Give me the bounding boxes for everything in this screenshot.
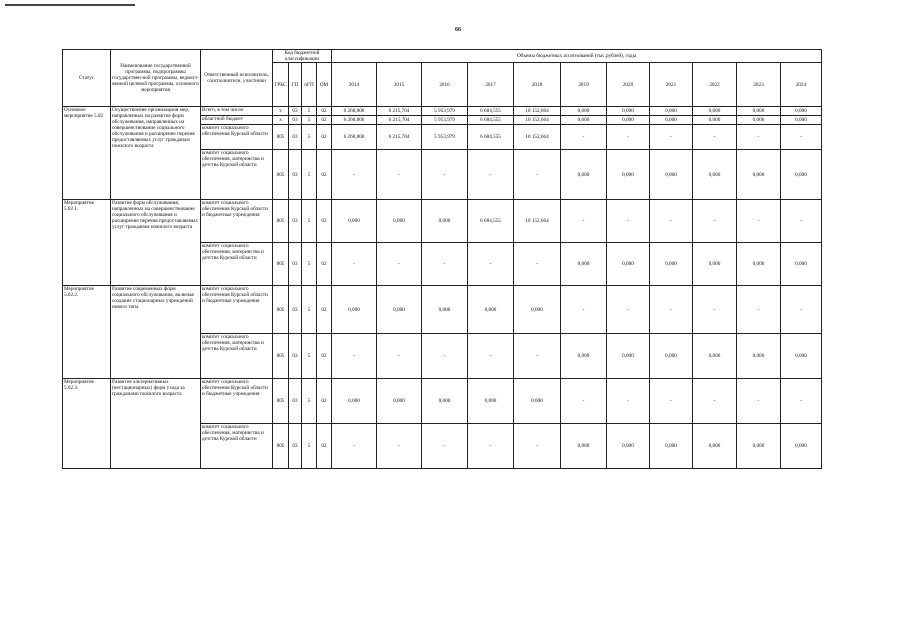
value-cell: - xyxy=(693,125,737,150)
header-year: 2014 xyxy=(332,63,377,107)
code-cell: 02 xyxy=(317,379,332,424)
code-cell: x xyxy=(273,107,289,116)
name-cell: Развитие форм обслуживания, направленных на совершенствование социального обслуживания и расширение перечня предоставляемых услуг гражданам пожилого возраста xyxy=(111,200,201,286)
code-cell: 02 xyxy=(317,125,332,150)
code-cell: 03 xyxy=(289,200,302,243)
value-cell: - xyxy=(332,243,377,286)
value-cell: 10 152,664 xyxy=(514,116,561,125)
header-code-col: ОМ xyxy=(317,63,332,107)
budget-table xyxy=(62,49,822,469)
header-code-col: пГП xyxy=(302,63,317,107)
value-cell: - xyxy=(377,150,422,200)
value-cell: - xyxy=(422,150,468,200)
value-cell: - xyxy=(377,424,422,469)
code-cell: 02 xyxy=(317,116,332,125)
responsible-cell: областной бюджет xyxy=(201,116,273,125)
code-cell: 03 xyxy=(289,107,302,116)
value-cell: 0,000 xyxy=(737,334,781,379)
value-cell: 0,000 xyxy=(332,286,377,334)
value-cell: - xyxy=(332,150,377,200)
responsible-cell: комитет социального обеспечения Курской области и бюджетные учреждения xyxy=(201,379,273,424)
value-cell: 6 268,800 xyxy=(332,116,377,125)
code-cell: 03 xyxy=(289,125,302,150)
name-cell: Осуществление организацион мер, направленных на развитие форм обслуживания, направленных на совершенствование социального обслуживания и расширение перечня предоставляемых услуг гражданам пожилого возраста xyxy=(111,107,201,200)
header-budget-code: Код бюджетной классификации xyxy=(273,50,332,63)
value-cell: - xyxy=(468,243,514,286)
header-code-col: ГП xyxy=(289,63,302,107)
value-cell: 10 152,664 xyxy=(514,107,561,116)
status-cell: Основное мероприятие 5.02 xyxy=(63,107,111,200)
header-year: 2015 xyxy=(377,63,422,107)
value-cell: - xyxy=(514,150,561,200)
code-cell: 02 xyxy=(317,286,332,334)
value-cell: - xyxy=(422,334,468,379)
code-cell: 5 xyxy=(302,116,317,125)
code-cell: 805 xyxy=(273,286,289,334)
header-year: 2024 xyxy=(781,63,822,107)
value-cell: 0,000 xyxy=(422,286,468,334)
value-cell: 0,000 xyxy=(781,116,822,125)
header-year: 2017 xyxy=(468,63,514,107)
value-cell: 0,000 xyxy=(650,424,693,469)
status-cell: Мероприятие 5.02.3. xyxy=(63,379,111,469)
value-cell: 0,000 xyxy=(781,107,822,116)
value-cell: 0,000 xyxy=(737,116,781,125)
value-cell: - xyxy=(561,125,607,150)
value-cell: 0,000 xyxy=(781,334,822,379)
value-cell: 0,000 xyxy=(468,286,514,334)
code-cell: 5 xyxy=(302,424,317,469)
value-cell: 0,000 xyxy=(514,379,561,424)
value-cell: - xyxy=(650,200,693,243)
value-cell: 0,000 xyxy=(693,150,737,200)
value-cell: - xyxy=(468,150,514,200)
value-cell: - xyxy=(650,286,693,334)
value-cell: 6 215,704 xyxy=(377,107,422,116)
value-cell: - xyxy=(693,379,737,424)
value-cell: 0,000 xyxy=(422,379,468,424)
value-cell: 0,000 xyxy=(377,286,422,334)
value-cell: - xyxy=(332,424,377,469)
value-cell: 0,000 xyxy=(607,107,650,116)
value-cell: 0,000 xyxy=(607,334,650,379)
code-cell: x xyxy=(273,116,289,125)
value-cell: - xyxy=(607,286,650,334)
value-cell: - xyxy=(332,334,377,379)
code-cell: 805 xyxy=(273,200,289,243)
value-cell: 0,000 xyxy=(737,150,781,200)
value-cell: 0,000 xyxy=(332,200,377,243)
value-cell: - xyxy=(514,424,561,469)
code-cell: 02 xyxy=(317,150,332,200)
value-cell: - xyxy=(781,379,822,424)
code-cell: 5 xyxy=(302,200,317,243)
code-cell: 03 xyxy=(289,243,302,286)
code-cell: 805 xyxy=(273,125,289,150)
responsible-cell: комитет социального обеспечения Курской области и бюджетные учреждения xyxy=(201,200,273,243)
value-cell: 0,000 xyxy=(693,107,737,116)
code-cell: 02 xyxy=(317,424,332,469)
value-cell: 0,000 xyxy=(377,379,422,424)
code-cell: 03 xyxy=(289,424,302,469)
responsible-cell: Всего, в том числе: xyxy=(201,107,273,116)
value-cell: - xyxy=(561,379,607,424)
code-cell: 805 xyxy=(273,334,289,379)
responsible-cell: комитет социального обеспечения, материнства и детства Курской области xyxy=(201,334,273,379)
value-cell: 0,000 xyxy=(650,107,693,116)
value-cell: - xyxy=(693,286,737,334)
value-cell: 0,000 xyxy=(781,243,822,286)
value-cell: - xyxy=(607,125,650,150)
value-cell: 6 684,555 xyxy=(468,125,514,150)
header-responsible: Ответственный исполнитель, соисполнители, участники xyxy=(201,50,273,107)
name-cell: Развитие современных форм социального обслуживания, включая создание стационарных учреждений нового типа xyxy=(111,286,201,379)
value-cell: 6 215,704 xyxy=(377,125,422,150)
page-number: 66 xyxy=(455,27,461,33)
value-cell: - xyxy=(737,200,781,243)
value-cell: 0,000 xyxy=(561,424,607,469)
value-cell: 0,000 xyxy=(693,424,737,469)
value-cell: - xyxy=(377,243,422,286)
value-cell: 10 152,664 xyxy=(514,125,561,150)
value-cell: 0,000 xyxy=(607,116,650,125)
value-cell: 6 268,800 xyxy=(332,125,377,150)
value-cell: 0,000 xyxy=(693,243,737,286)
responsible-cell: комитет социального обеспечения, материнства и детства Курской области xyxy=(201,424,273,469)
value-cell: 10 152,664 xyxy=(514,200,561,243)
header-year: 2021 xyxy=(650,63,693,107)
value-cell: - xyxy=(737,379,781,424)
code-cell: 5 xyxy=(302,334,317,379)
value-cell: - xyxy=(781,200,822,243)
code-cell: 5 xyxy=(302,125,317,150)
code-cell: 805 xyxy=(273,243,289,286)
header-year: 2020 xyxy=(607,63,650,107)
value-cell: 0,000 xyxy=(693,116,737,125)
value-cell: - xyxy=(693,200,737,243)
value-cell: 0,000 xyxy=(332,379,377,424)
value-cell: 0,000 xyxy=(781,150,822,200)
top-rule xyxy=(5,4,135,6)
value-cell: 6 684,555 xyxy=(468,200,514,243)
value-cell: 0,000 xyxy=(781,424,822,469)
code-cell: 02 xyxy=(317,334,332,379)
code-cell: 5 xyxy=(302,150,317,200)
value-cell: - xyxy=(781,286,822,334)
responsible-cell: комитет социального обеспечения, материнства и детства Курской области xyxy=(201,243,273,286)
code-cell: 03 xyxy=(289,379,302,424)
header-year: 2018 xyxy=(514,63,561,107)
status-cell: Мероприятие 5.02.1. xyxy=(63,200,111,286)
table-row xyxy=(63,200,822,243)
value-cell: 0,000 xyxy=(561,107,607,116)
value-cell: - xyxy=(650,125,693,150)
code-cell: 03 xyxy=(289,286,302,334)
value-cell: 0,000 xyxy=(650,150,693,200)
header-year: 2016 xyxy=(422,63,468,107)
responsible-cell: комитет социального обеспечения, материнства и детства Курской области xyxy=(201,150,273,200)
code-cell: 03 xyxy=(289,116,302,125)
status-cell: Мероприятие 5.02.2. xyxy=(63,286,111,379)
value-cell: 0,000 xyxy=(422,200,468,243)
code-cell: 805 xyxy=(273,150,289,200)
responsible-cell: комитет социального обеспечения Курской области и бюджетные учреждения xyxy=(201,286,273,334)
code-cell: 805 xyxy=(273,379,289,424)
value-cell: 6 684,555 xyxy=(468,107,514,116)
value-cell: - xyxy=(781,125,822,150)
value-cell: - xyxy=(607,379,650,424)
table-row xyxy=(63,107,822,116)
value-cell: - xyxy=(422,424,468,469)
header-code-col: ГРБС xyxy=(273,63,289,107)
table-row xyxy=(63,379,822,424)
code-cell: 5 xyxy=(302,107,317,116)
header-year: 2019 xyxy=(561,63,607,107)
header-year: 2023 xyxy=(737,63,781,107)
value-cell: - xyxy=(377,334,422,379)
value-cell: 0,000 xyxy=(468,379,514,424)
value-cell: - xyxy=(468,334,514,379)
value-cell: - xyxy=(737,286,781,334)
responsible-cell: комитет социального обеспечения Курской области xyxy=(201,125,273,150)
table-row xyxy=(63,286,822,334)
value-cell: 5 953,979 xyxy=(422,107,468,116)
value-cell: - xyxy=(422,243,468,286)
value-cell: 0,000 xyxy=(607,243,650,286)
code-cell: 5 xyxy=(302,379,317,424)
code-cell: 02 xyxy=(317,200,332,243)
code-cell: 02 xyxy=(317,107,332,116)
header-year: 2022 xyxy=(693,63,737,107)
value-cell: - xyxy=(607,200,650,243)
value-cell: - xyxy=(737,125,781,150)
code-cell: 5 xyxy=(302,243,317,286)
header-volumes: Объемы бюджетных ассигнований (тыс.рублей), годы xyxy=(332,50,822,63)
value-cell: 0,000 xyxy=(650,334,693,379)
value-cell: 5 953,979 xyxy=(422,125,468,150)
value-cell: 6 684,555 xyxy=(468,116,514,125)
value-cell: 0,000 xyxy=(561,334,607,379)
header-status: Статус xyxy=(63,50,111,107)
code-cell: 02 xyxy=(317,243,332,286)
value-cell: - xyxy=(650,379,693,424)
value-cell: 0,000 xyxy=(561,150,607,200)
value-cell: 6 268,800 xyxy=(332,107,377,116)
value-cell: 0,000 xyxy=(514,286,561,334)
value-cell: 0,000 xyxy=(650,243,693,286)
code-cell: 03 xyxy=(289,150,302,200)
code-cell: 5 xyxy=(302,286,317,334)
code-cell: 805 xyxy=(273,424,289,469)
value-cell: 0,000 xyxy=(693,334,737,379)
value-cell: 6 215,704 xyxy=(377,116,422,125)
header-name: Наименование государственной программы, подпрограммы государствен-ной программы, ведомст-венной целевой программы, основного мероприятия xyxy=(111,50,201,107)
value-cell: 0,000 xyxy=(377,200,422,243)
value-cell: 0,000 xyxy=(561,243,607,286)
value-cell: 0,000 xyxy=(737,243,781,286)
value-cell: 0,000 xyxy=(561,116,607,125)
code-cell: 03 xyxy=(289,334,302,379)
value-cell: 0,000 xyxy=(607,150,650,200)
value-cell: 0,000 xyxy=(607,424,650,469)
value-cell: 0,000 xyxy=(737,107,781,116)
name-cell: Развитие альтернативных (нестационарных) форм ухода за гражданами пожилого возраста xyxy=(111,379,201,469)
value-cell: 5 953,979 xyxy=(422,116,468,125)
value-cell: - xyxy=(561,200,607,243)
value-cell: - xyxy=(514,334,561,379)
value-cell: - xyxy=(561,286,607,334)
value-cell: 0,000 xyxy=(650,116,693,125)
value-cell: - xyxy=(514,243,561,286)
value-cell: - xyxy=(468,424,514,469)
value-cell: 0,000 xyxy=(737,424,781,469)
